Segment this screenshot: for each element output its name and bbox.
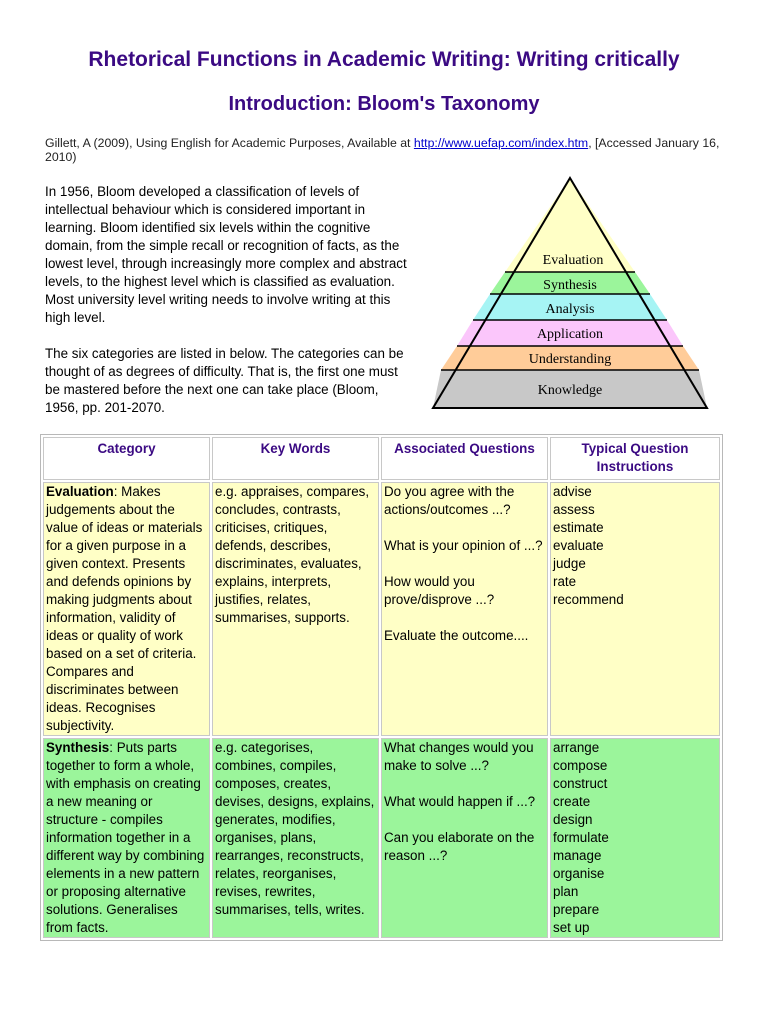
evaluation-associated-questions: Do you agree with the actions/outcomes ...? What is your opinion of ...? How would you prove/disprove ...? Evaluate the outcome.... — [381, 482, 548, 736]
page-title: Rhetorical Functions in Academic Writing: Writing critically — [88, 48, 680, 71]
reference-citation — [45, 136, 725, 164]
pyramid-label-evaluation: Evaluation — [542, 253, 604, 268]
table-row-evaluation — [43, 482, 720, 736]
pyramid-label-synthesis: Synthesis — [543, 278, 597, 293]
evaluation-category-name: Evaluation — [46, 484, 114, 499]
evaluation-category-cell — [43, 482, 210, 736]
pyramid-label-application: Application — [536, 327, 604, 342]
evaluation-question-instructions: advise assess estimate evaluate judge rate recommend — [550, 482, 720, 736]
header-key-words: Key Words — [212, 437, 379, 480]
table-header-row — [43, 437, 720, 480]
synthesis-category-cell — [43, 738, 210, 938]
header-associated-questions: Associated Questions — [381, 437, 548, 480]
pyramid-label-analysis: Analysis — [545, 302, 595, 317]
synthesis-key-words: e.g. categorises, combines, compiles, composes, creates, devises, designs, explains, generates, modifies, organises, plans, rearranges, reconstructs, relates, reorganises, revises, rewrites, summarises, tells, writes. — [212, 738, 379, 938]
reference-link[interactable]: http://www.uefap.com/index.htm — [413, 136, 589, 150]
evaluation-key-words: e.g. appraises, compares, concludes, contrasts, criticises, critiques, defends, describes, discriminates, evaluates, explains, interprets, justifies, relates, summarises, supports. — [212, 482, 379, 736]
blooms-pyramid-diagram — [430, 174, 710, 414]
reference-suffix: , [Accessed January 16, 2010) — [45, 136, 720, 164]
intro-paragraph-1: In 1956, Bloom developed a classification of levels of intellectual behaviour which is considered important in learning. Bloom identified six levels within the cognitive domain, from the simple recall or recognition of facts, as the lowest level, through increasingly more complex and abstract levels, to the highest level which is classified as evaluation. Most university level writing needs to involve writing at this high level. — [45, 184, 407, 325]
intro-paragraph-2: The six categories are listed in below. The categories can be thought of as degrees of difficulty. That is, the first one must be mastered before the next one can take place (Bloom, 1956, pp. 201-2070. — [45, 346, 404, 415]
header-typical-question-instructions: Typical Question Instructions — [550, 437, 720, 480]
pyramid-label-knowledge: Knowledge — [537, 383, 603, 398]
synthesis-category-description: : Puts parts together to form a whole, with emphasis on creating a new meaning or structure - compiles information together in a different way by combining elements in a new pattern or proposing alternative solutions. Generalises from facts. — [46, 740, 205, 935]
synthesis-category-name: Synthesis — [46, 740, 110, 755]
bloom-categories-table — [40, 434, 723, 941]
synthesis-associated-questions: What changes would you make to solve ...? What would happen if ...? Can you elaborate on the reason ...? — [381, 738, 548, 938]
table-row-synthesis — [43, 738, 720, 938]
intro-text — [45, 183, 415, 435]
synthesis-question-instructions: arrange compose construct create design formulate manage organise plan prepare set up — [550, 738, 720, 938]
reference-prefix: Gillett, A (2009), Using English for Academic Purposes, Available at — [45, 136, 414, 150]
evaluation-category-description: : Makes judgements about the value of ideas or materials for a given purpose in a given context. Presents and defends opinions by making judgments about information, validity of ideas or quality of work based on a set of criteria. Compares and discriminates between ideas. Recognises subjectivity. — [46, 484, 203, 733]
header-category: Category — [43, 437, 210, 480]
page-subtitle: Introduction: Bloom's Taxonomy — [228, 93, 540, 115]
pyramid-label-understanding: Understanding — [528, 352, 612, 367]
